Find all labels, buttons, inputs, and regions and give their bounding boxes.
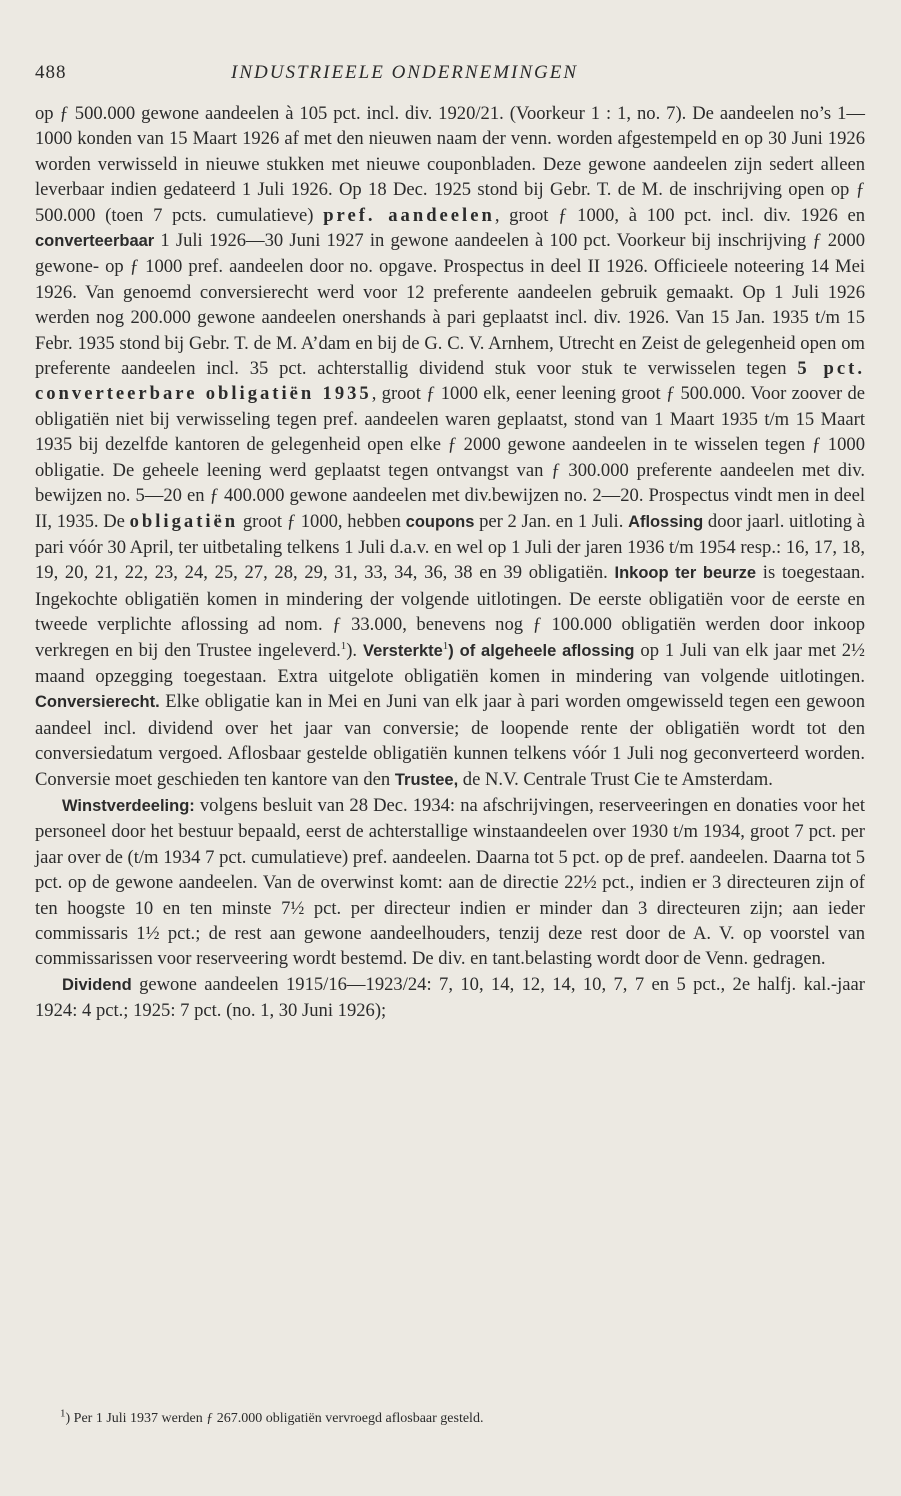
bold-term-versterkte: Versterkte	[362, 641, 443, 660]
footnote-reference: 1	[442, 639, 449, 652]
bold-term-inkoop: Inkoop ter beurze	[614, 564, 757, 583]
footnote	[60, 1407, 860, 1428]
bold-term-dividend: Dividend	[62, 975, 132, 994]
paragraph-dividend: Dividend gewone aandeelen 1915/16—1923/24: 7, 10, 14, 12, 14, 10, 7, 7 en 5 pct., 2e halfj. kal.-jaar 1924: 4 pct.; 1925: 7 pct. (no. 1, 30 Juni 1926);	[35, 973, 865, 1022]
bold-term-coupons: coupons	[405, 512, 475, 531]
bold-term-algeheele-aflossing: ) of algeheele aflossing	[448, 641, 635, 660]
footnote-mark: 1	[60, 1407, 66, 1420]
spaced-term-obligatien: obligatiën	[129, 510, 239, 532]
page-header	[35, 62, 865, 90]
bold-term-trustee: Trustee,	[394, 770, 459, 789]
running-title: INDUSTRIEELE ONDERNEMINGEN	[231, 62, 579, 83]
paragraph-emissions: op ƒ 500.000 gewone aandeelen à 105 pct. incl. div. 1920/21. (Voorkeur 1 : 1, no. 7). De aandeelen no’s 1—1000 konden van 15 Maart 1926 af met den nieuwen naam der venn. worden afgestempeld en op 30 Juni 1926 worden verwisseld in nieuwe stukken met nieuwe couponbladen. Deze gewone aandeelen zijn sedert alleen leverbaar indien gedateerd 1 Juli 1926. Op 18 Dec. 1925 stond bij Gebr. T. de M. de inschrijving open op ƒ 500.000 (toen 7 pcts. cumulatieve) pref. aandeelen, groot ƒ 1000, à 100 pct. incl. div. 1926 en converteerbaar 1 Juli 1926—30 Juni 1927 in gewone aandeelen à 100 pct. Voorkeur bij inschrijving ƒ 2000 gewone- op ƒ 1000 pref. aandeelen door no. opgave. Prospectus in deel II 1926. Officieele noteering 14 Mei 1926. Van genoemd conversierecht werd voor 12 preferente aandeelen gebruik gemaakt. Op 1 Juli 1926 werden nog 200.000 gewone aandeelen onershands à pari geplaatst incl. div. 1926. Van 15 Jan. 1935 t/m 15 Febr. 1935 stond bij Gebr. T. de M. A’dam en bij de G. C. V. Arnhem, Utrecht en Zeist de gelegenheid open om preferente aandeelen incl. 35 pct. achterstallig dividend stuk voor stuk te verwisselen tegen 5 pct. converteerbare obligatiën 1935, groot ƒ 1000 elk, eener leening groot ƒ 500.000. Voor zoover de obligatiën niet bij verwisseling tegen pref. aandeelen waren geplaatst, stond van 1 Maart 1935 t/m 15 Maart 1935 bij dezelfde kantoren de gelegenheid open elke ƒ 2000 gewone aandeelen in te wisselen tegen ƒ 1000 obligatie. De geheele leening werd geplaatst tegen ontvangst van ƒ 300.000 preferente aandeelen met div. bewijzen no. 5—20 en ƒ 400.000 gewone aandeelen met div.bewijzen no. 2—20. Prospectus vindt men in deel II, 1935. De obligatiën groot ƒ 1000, hebben coupons per 2 Jan. en 1 Juli. Aflossing door jaarl. uitloting à pari vóór 30 April, ter uitbetaling telkens 1 Juli d.a.v. en wel op 1 Juli der jaren 1936 t/m 1954 resp.: 16, 17, 18, 19, 20, 21, 22, 23, 24, 25, 27, 28, 29, 31, 33, 34, 36, 38 en 39 obligatiën. Inkoop ter beurze is toegestaan. Ingekochte obligatiën komen in mindering der volgende uitlotingen. De eerste obligatiën voor de eerste en tweede verplichte aflossing ad nom. ƒ 33.000, benevens nog ƒ 100.000 obligatiën werden door inkoop verkregen en bij den Trustee ingeleverd.$^1$). Versterkte$^1$) of algeheele aflossing op 1 Juli van elk jaar met 2½ maand opzegging toegestaan. Extra uitgelote obligatiën komen in mindering van volgende uitlotingen. Conversierecht. Elke obligatie kan in Mei en Juni van elk jaar à pari worden omgewisseld tegen een gewoon aandeel incl. dividend over het jaar van conversie; de loopende rente der obligatiën wordt tot den conversiedatum vergoed. Aflosbaar gestelde obligatiën kunnen telkens vóór 1 Juli nog geconverteerd worden. Conversie moet geschieden ten kantore van den Trustee, de N.V. Centrale Trust Cie te Amsterdam.	[35, 103, 866, 790]
page-number: 488	[35, 62, 67, 83]
spaced-term-pref-aandeelen: pref. aandeelen	[323, 204, 495, 226]
bold-term-aflossing: Aflossing	[628, 512, 704, 531]
footnote-text: ) Per 1 Juli 1937 werden ƒ 267.000 obligatiën vervroegd aflosbaar gesteld.	[65, 1411, 484, 1426]
footnote-reference: 1	[340, 639, 347, 652]
paragraph-winstverdeeling: Winstverdeeling: volgens besluit van 28 Dec. 1934: na afschrijvingen, reserveeringen en donaties voor het personeel door het bestuur bepaald, eerst de achterstallige winstaandeelen over 1930 t/m 1934, groot 7 pct. per jaar over de (t/m 1934 7 pct. cumulatieve) pref. aandeelen. Daarna tot 5 pct. op de pref. aandeelen. Daarna tot 5 pct. op de gewone aandeelen. Van de overwinst komt: aan de directie 22½ pct., indien er 3 directeuren zijn of ten hoogste 10 en ten minste 7½ pct. per directeur indien er minder dan 3 directeuren zijn; aan ieder commissaris 1½ pct.; de rest aan gewone aandeelhouders, tenzij deze rest door de A. V. op voorstel van commissarissen voor reserveering wordt bestemd. De div. en tant.belasting wordt door de Venn. gedragen.	[35, 794, 865, 970]
bold-term-conversierecht: Conversierecht.	[35, 693, 160, 712]
bold-term-converteerbaar: converteerbaar	[35, 232, 155, 251]
spaced-term-obligatien-1935: 5 pct. converteerbare obligatiën 1935	[35, 358, 865, 405]
bold-term-winstverdeeling: Winstverdeeling:	[62, 796, 195, 815]
body-text	[35, 101, 865, 1024]
